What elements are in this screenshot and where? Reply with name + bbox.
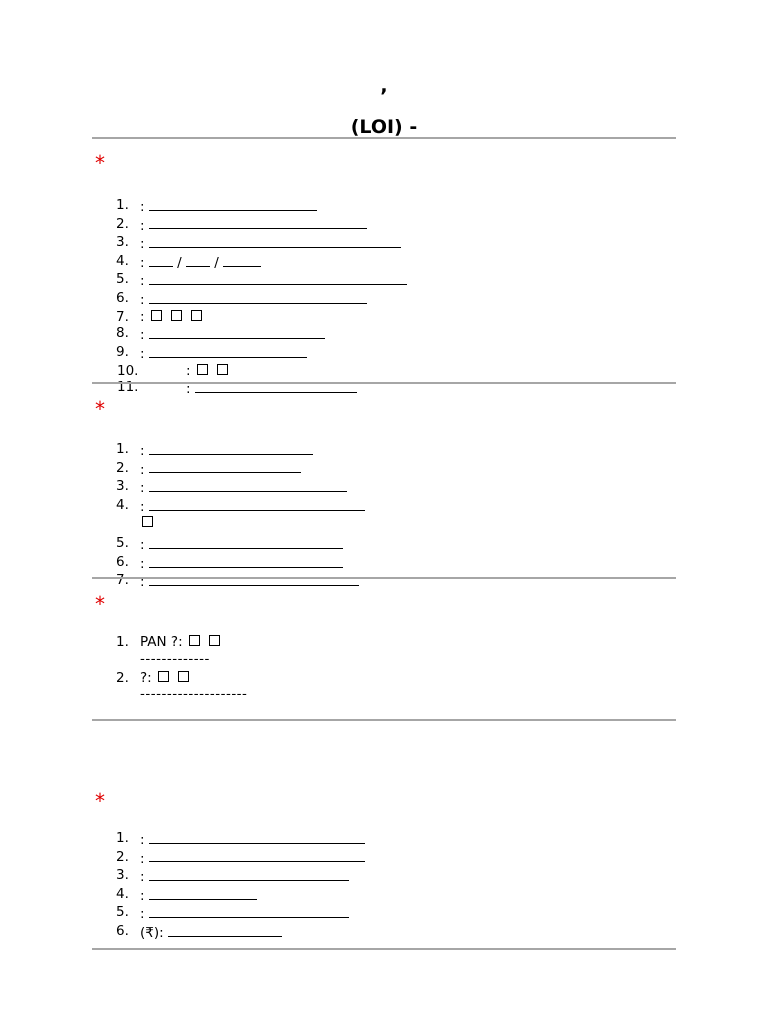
date-year-blank[interactable] (223, 253, 261, 267)
item-number: 5. (116, 271, 129, 288)
item-number: 10. (117, 362, 139, 379)
required-asterisk: * (95, 592, 105, 616)
date-slash: / (177, 254, 182, 271)
list-item: 3. : (94, 867, 678, 886)
text-field-blank[interactable] (149, 197, 317, 211)
checkbox[interactable] (171, 310, 182, 321)
checkbox[interactable] (142, 516, 153, 527)
list-item: 5. : (94, 271, 678, 290)
text-field-blank[interactable] (149, 849, 365, 863)
item-number: 5. (116, 904, 129, 921)
text-field-blank[interactable] (149, 460, 301, 474)
item-number: 4. (116, 885, 129, 902)
item-number: 6. (116, 553, 129, 570)
form-title-separator: - (409, 116, 418, 138)
required-asterisk: * (95, 789, 105, 813)
item-number: 11. (117, 379, 139, 396)
organization-title-separator: , (380, 75, 388, 97)
section-4-list (94, 830, 678, 942)
list-item: 2. : (94, 849, 678, 868)
item-number: 1. (116, 197, 129, 213)
question-suffix: ?: (140, 669, 152, 686)
text-field-blank[interactable] (149, 572, 359, 586)
list-item: 10. : (94, 363, 678, 380)
text-field-blank[interactable] (149, 344, 307, 358)
question-suffix: ?: (170, 634, 183, 650)
list-item: 5. : (94, 904, 678, 923)
divider (92, 577, 676, 579)
item-number: 3. (116, 234, 129, 251)
text-field-blank[interactable] (149, 830, 365, 844)
item-number: 1. (116, 441, 129, 457)
field-label-code: PAN (140, 634, 167, 650)
section-3-list (94, 634, 678, 703)
item-number: 5. (116, 535, 129, 552)
text-field-blank[interactable] (149, 554, 343, 568)
text-field-blank[interactable] (149, 441, 313, 455)
list-item: 6. : (94, 554, 678, 573)
text-field-blank[interactable] (168, 923, 282, 937)
dashed-answer-line[interactable]: ------------- (140, 650, 210, 667)
list-item (94, 670, 678, 704)
text-field-blank[interactable] (149, 271, 407, 285)
item-number: 4. (116, 496, 129, 513)
text-field-blank[interactable] (149, 497, 365, 511)
list-item: 6. : (94, 290, 678, 309)
list-item: 9. : (94, 344, 678, 363)
date-day-blank[interactable] (149, 253, 173, 267)
text-field-blank[interactable] (149, 290, 367, 304)
item-number: 9. (116, 344, 129, 361)
divider (92, 137, 676, 139)
item-number: 7. (116, 308, 129, 325)
form-title-code: (LOI) (350, 116, 403, 138)
required-asterisk: * (95, 151, 105, 175)
item-number: 1. (116, 830, 129, 846)
date-month-blank[interactable] (186, 253, 210, 267)
item-number: 4. (116, 252, 129, 269)
text-field-blank[interactable] (149, 325, 325, 339)
section-1-heading (94, 151, 105, 178)
list-item: 7. : (94, 309, 678, 326)
list-item: 3. : (94, 478, 678, 497)
section-2-list (94, 441, 678, 591)
dashed-answer-line[interactable]: -------------------- (140, 686, 248, 703)
section-3-heading (94, 592, 105, 619)
item-number: 6. (116, 923, 129, 940)
list-item: 7. : (94, 572, 678, 591)
text-field-blank[interactable] (149, 867, 349, 881)
list-item: 3. : (94, 234, 678, 253)
text-field-blank[interactable] (149, 535, 343, 549)
currency-symbol: (₹) (140, 924, 160, 941)
section-4-heading (94, 789, 105, 816)
item-number: 2. (116, 669, 129, 686)
checkbox[interactable] (191, 310, 202, 321)
required-asterisk: * (95, 397, 105, 421)
list-item: 11. : (94, 379, 678, 398)
list-item: 2. : (94, 216, 678, 235)
text-field-blank[interactable] (149, 216, 367, 230)
divider (92, 382, 676, 384)
date-slash: / (214, 254, 219, 271)
text-field-blank[interactable] (149, 478, 347, 492)
checkbox[interactable] (158, 671, 169, 682)
list-item: 2. : (94, 460, 678, 479)
text-field-blank[interactable] (149, 234, 401, 248)
text-field-blank[interactable] (149, 886, 257, 900)
item-number: 3. (116, 867, 129, 884)
item-number: 8. (116, 325, 129, 342)
list-item: 1. : (94, 441, 678, 460)
section-1-list (94, 197, 678, 398)
divider (92, 948, 676, 950)
item-number: 1. (116, 634, 129, 650)
list-item: 4. : (94, 886, 678, 905)
item-number: 2. (116, 459, 129, 476)
checkbox[interactable] (151, 310, 162, 321)
checkbox-option (140, 515, 678, 532)
list-item: 5. : (94, 535, 678, 554)
checkbox[interactable] (189, 635, 200, 646)
checkbox[interactable] (178, 671, 189, 682)
list-item: 1. : (94, 197, 678, 216)
item-number: 3. (116, 478, 129, 495)
organization-location (92, 73, 676, 99)
section-2-heading (94, 397, 105, 424)
list-item (94, 634, 678, 668)
divider (92, 719, 676, 721)
item-number: 2. (116, 215, 129, 232)
text-field-blank[interactable] (149, 904, 349, 918)
checkbox[interactable] (209, 635, 220, 646)
item-number: 7. (116, 572, 129, 589)
checkbox[interactable] (197, 364, 208, 375)
checkbox[interactable] (217, 364, 228, 375)
list-item: 1. : (94, 830, 678, 849)
list-item: 8. : (94, 325, 678, 344)
list-item: 4. : (94, 497, 678, 532)
item-number: 6. (116, 290, 129, 307)
item-number: 2. (116, 848, 129, 865)
list-item: 4. : / / (94, 253, 678, 272)
list-item: 6. (₹): (94, 923, 678, 942)
